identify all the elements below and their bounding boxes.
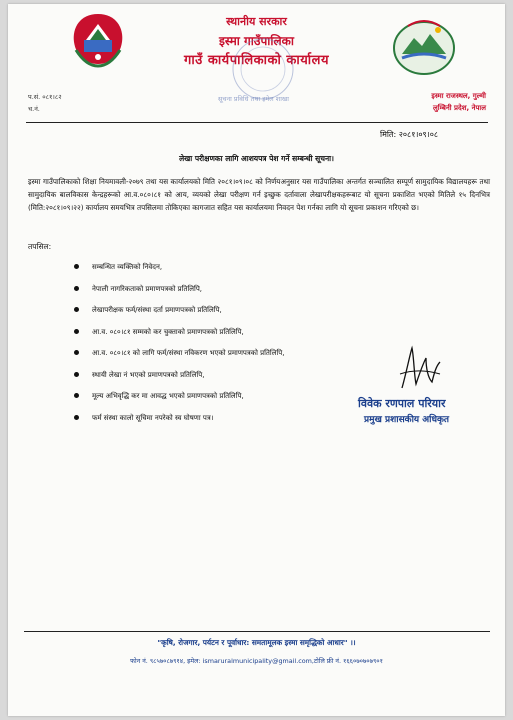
bullet-icon <box>74 329 79 334</box>
list-item: स्थायी लेखा नं भएको प्रमाणपत्रको प्रतिलिपि, <box>74 370 285 392</box>
header-office: गाउँ कार्यपालिकाको कार्यालय <box>184 53 329 68</box>
bullet-icon <box>74 372 79 377</box>
list-item: नेपाली नागरिकताको प्रमाणपत्रको प्रतिलिपि, <box>74 284 285 306</box>
required-documents-list <box>74 262 285 434</box>
list-item: मूल्य अभिवृद्धि कर मा आवद्ध भएको प्रमाणपत्रको प्रतिलिपि, <box>74 391 285 413</box>
address-province: लुम्बिनी प्रदेश, नेपाल <box>433 104 486 112</box>
header-divider <box>26 122 488 123</box>
list-title: तपसिल: <box>28 242 52 251</box>
list-item: लेखापरीक्षक फर्म/संस्था दर्ता प्रमाणपत्रको प्रतिलिपि, <box>74 305 285 327</box>
notice-date: मिति: २०८१।०९।०८ <box>380 130 439 139</box>
letter-number: प.सं. ०८१।८२ <box>28 93 62 101</box>
footer-slogan: "कृषि, रोजगार, पर्यटन र पूर्वाधार: समतामूलक इस्मा समृद्धिको आधार" ।। <box>157 638 356 647</box>
footer-divider <box>24 631 490 632</box>
signature-icon <box>396 344 444 394</box>
bullet-icon <box>74 350 79 355</box>
bullet-icon <box>74 415 79 420</box>
stamp-caption: सूचना प्रविधि तथा इमेल शाखा <box>218 95 289 103</box>
notice-page <box>8 4 505 716</box>
bullet-icon <box>74 307 79 312</box>
header-government: स्थानीय सरकार <box>226 15 287 28</box>
bullet-icon <box>74 286 79 291</box>
footer-contact: फोन नं. ९८५७०८७९१४, इमेल: ismaruralmunicipality@gmail.com,टोलि फ्री नं. १६६०७०७०७९०१ <box>130 657 383 665</box>
bullet-icon <box>74 264 79 269</box>
notice-body: इस्मा गाउँपालिकाको शिक्षा नियमावली-२०७९ तथा यस कार्यालयको मिति २०८१।०९।०८ को निर्णयअनुसार यस गाउँपालिका अन्तर्गत सञ्चालित सम्पूर्ण सामुदायिक विद्यालयहरू तथा सामुदायिक बालविकास केन्द्रहरूको आ.व.०८०।८१ को आय, व्ययको लेखा परीक्षण गर्न इच्छुक दर्तावाला लेखापरीक्षकहरूबाट यो सूचना प्रकाशित भएको मितिले १५ दिनभित्र (मिति:२०८१।०९।२२) कार्यालय समयभित्र तपसिलमा तोकिएका कागजात सहित यस कार्यालयमा निवदन पेश गर्नका लागि यो सूचना प्रकाशन गरिएको छ। <box>28 177 490 212</box>
list-item: आ.व. ०८०।८१ सम्मको कर चुक्ताको प्रमाणपत्रको प्रतिलिपि, <box>74 327 285 349</box>
list-item: आ.व. ०८०।८१ को लागि फर्म/संस्था नविकरण भएको प्रमाणपत्रको प्रतिलिपि, <box>74 348 285 370</box>
notice-subject: लेखा परीक्षणका लागि आशयपत्र पेश गर्ने सम्बन्धी सूचना। <box>179 154 334 163</box>
signatory-name: विवेक रणपाल परियार <box>358 397 446 410</box>
address-district: इस्मा राजस्थल, गुल्मी <box>431 92 486 100</box>
header-municipality: इस्मा गाउँपालिका <box>219 34 294 48</box>
list-item: फर्म संस्था कालो सूचिमा नपरेको स्व घोषणा पत्र। <box>74 413 285 435</box>
dispatch-number: च.नं. <box>28 105 40 113</box>
signatory-title: प्रमुख प्रशासकीय अधिकृत <box>364 415 450 425</box>
bullet-icon <box>74 393 79 398</box>
list-item: सम्बन्धित व्यक्तिको निवेदन, <box>74 262 285 284</box>
